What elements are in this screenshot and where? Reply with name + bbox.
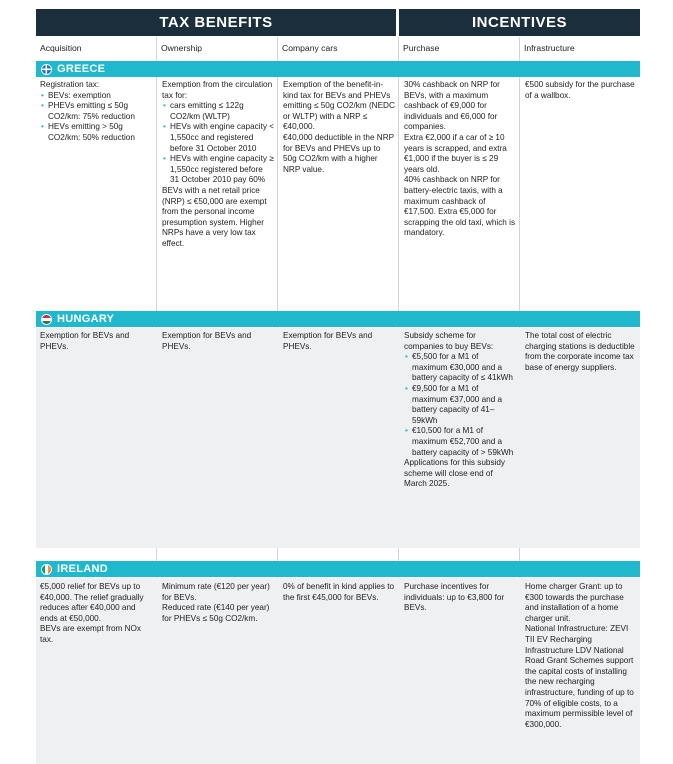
greece-ownership [162,80,274,250]
hungary-flag-icon [41,314,52,325]
list-item: • BEVs: exemption [40,91,154,102]
col-company-cars: Company cars [282,43,338,53]
cell-paragraph: Purchase incentives for individuals: up to €3,800 for BEVs. [404,582,505,613]
list-item: • €5,500 for a M1 of maximum €30,000 and a battery capacity of ≤ 41kWh [404,352,516,384]
ireland-infrastructure [525,582,637,730]
list-item: • HEVs with engine capacity ≥ 1,550cc registered before 31 October 2010 pay 60% [162,154,274,186]
country-name: IRELAND [57,563,108,575]
col-infrastructure: Infrastructure [524,43,575,53]
cell-paragraph: The total cost of electric charging stations is deductible from the corporate income tax base of energy suppliers. [525,331,635,372]
cell-intro: Registration tax: [40,80,100,89]
cell-paragraph: Home charger Grant: up to €300 towards the purchase and installation of a home charger unit. [525,582,624,623]
ireland-flag-icon [41,564,52,575]
cell-paragraph: Exemption for BEVs and PHEVs. [40,331,130,351]
country-band-hungary [36,311,640,327]
cell-paragraph: Exemption of the benefit-in-kind tax for BEVs and PHEVs emitting ≤ 50g CO2/km (NEDC or WLTP) with a NRP ≤ €40,000. [283,80,395,132]
cell-paragraph: €500 subsidy for the purchase of a wallbox. [525,80,635,100]
hungary-company-cars [283,331,396,352]
ireland-purchase [404,582,516,614]
cell-paragraph: BEVs are exempt from NOx tax. [40,624,142,644]
greece-acquisition [40,80,154,144]
cell-paragraph: 40% cashback on NRP for battery-electric taxis, with a maximum cashback of €17,500. Extra €5,000 for scrapping the old taxi, which is mandatory. [404,175,516,238]
hungary-infrastructure [525,331,637,373]
cell-paragraph: Exemption for BEVs and PHEVs. [283,331,373,351]
tax-benefits-header: TAX BENEFITS [36,9,396,36]
cell-paragraph: Minimum rate (€120 per year) for BEVs. [162,582,270,602]
cell-paragraph: Reduced rate (€140 per year) for PHEVs ≤ 50g CO2/km. [162,603,270,623]
list-item: • HEVs with engine capacity < 1,550cc and registered before 31 October 2010 [162,122,274,154]
cell-paragraph: 0% of benefit in kind applies to the first €45,000 for BEVs. [283,582,395,602]
cell-intro: Exemption from the circulation tax for: [162,80,273,100]
greece-purchase [404,80,516,239]
list-item: • cars emitting ≤ 122g CO2/km (WLTP) [162,101,274,122]
list-item: • €10,500 for a M1 of maximum €52,700 and a battery capacity of > 59kWh [404,426,516,458]
greece-infrastructure [525,80,637,101]
hungary-acquisition [40,331,154,352]
country-band-ireland [36,561,640,577]
country-name: HUNGARY [57,313,115,325]
cell-paragraph: National Infrastructure: ZEVI TII EV Recharging Infrastructure LDV National Road Grant Schemes support the capital costs of installing the new recharging infrastructure, funding of up to 70% of eligible costs, to a maximum permissible level of €300,000. [525,624,634,729]
cell-paragraph: Extra €2,000 if a car of ≥ 10 years is scrapped, and extra €1,000 if the buyer is ≤ 29 years old. [404,132,507,174]
ireland-acquisition [40,582,154,646]
ireland-company-cars [283,582,396,603]
cell-outro: Applications for this subsidy scheme will close end of March 2025. [404,458,506,489]
cell-paragraph: Exemption for BEVs and PHEVs. [162,331,252,351]
hungary-ownership [162,331,274,352]
ireland-ownership [162,582,274,624]
col-purchase: Purchase [403,43,440,53]
greece-company-cars [283,80,396,175]
col-acquisition: Acquisition [40,43,82,53]
cell-paragraph: €5,000 relief for BEVs up to €40,000. The relief gradually reduces after €40,000 and ends at €50,000. [40,582,144,623]
list-item: • HEVs emitting > 50g CO2/km: 50% reduction [40,122,154,143]
country-name: GREECE [57,63,106,75]
greece-flag-icon [41,64,52,75]
incentives-header: INCENTIVES [399,9,640,36]
cell-outro: BEVs with a net retail price (NRP) ≤ €50,000 are exempt from the personal income presumption system. Higher NRPs have a very low tax effect. [162,185,267,248]
list-item: • €9,500 for a M1 of maximum €37,000 and a battery capacity of 41–59kWh [404,384,516,426]
cell-intro: Subsidy scheme for companies to buy BEVs: [404,331,494,351]
country-band-greece [36,61,640,77]
cell-paragraph: €40,000 deductible in the NRP for BEVs and PHEVs up to 50g CO2/km with a higher NRP value. [283,132,394,174]
cell-paragraph: 30% cashback on NRP for BEVs, with a maximum cashback of €9,000 for individuals and €6,000 for companies. [404,80,500,132]
col-ownership: Ownership [161,43,203,53]
hungary-purchase [404,331,516,490]
list-item: • PHEVs emitting ≤ 50g CO2/km: 75% reduction [40,101,154,122]
